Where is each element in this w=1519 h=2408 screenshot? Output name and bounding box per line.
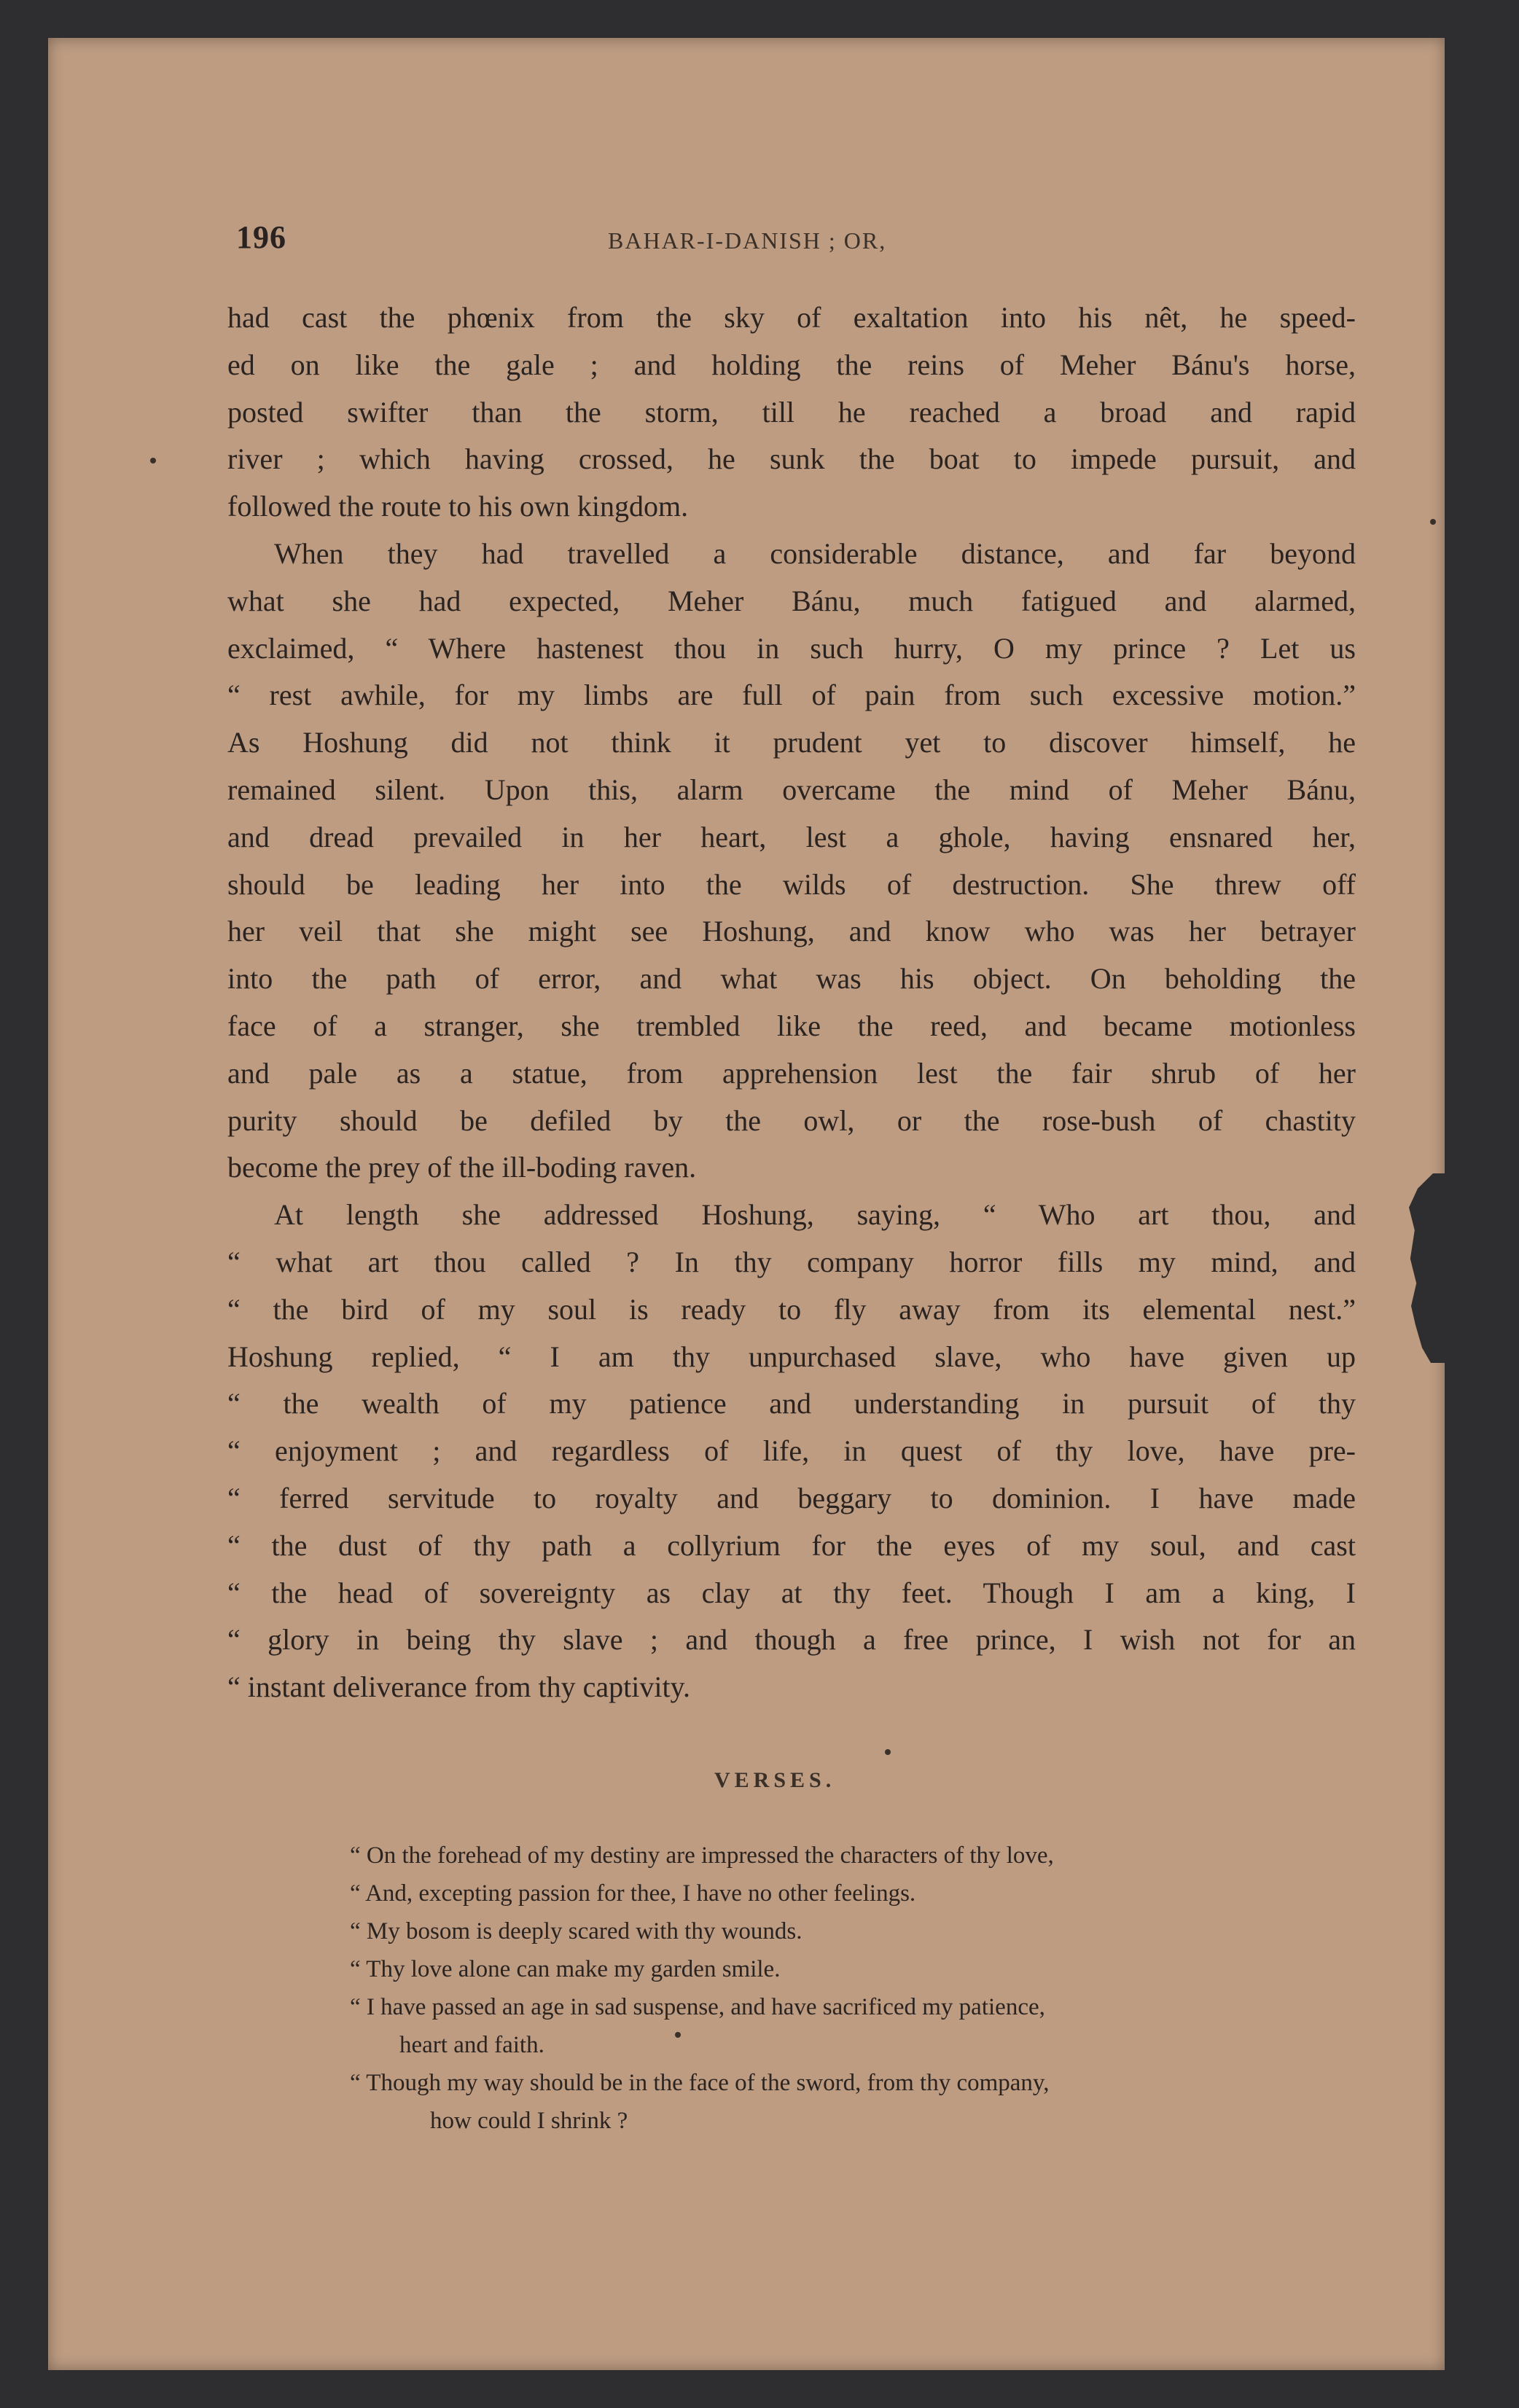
text-line: “ the head of sovereignty as clay at thy feet. Though I am a king, I bbox=[227, 1576, 1356, 1609]
text-line: “ the wealth of my patience and understanding in pursuit of thy bbox=[227, 1387, 1356, 1420]
verse-line: “ On the forehead of my destiny are impressed the characters of thy love, bbox=[350, 1842, 1054, 1869]
running-head-overlay bbox=[236, 219, 981, 262]
text-line: “ instant deliverance from thy captivity. bbox=[227, 1670, 690, 1704]
verse-line: “ Thy love alone can make my garden smile. bbox=[350, 1956, 781, 1982]
verse-line: how could I shrink ? bbox=[430, 2108, 628, 2134]
paper-speck bbox=[885, 1749, 891, 1755]
text-line: At length she addressed Hoshung, saying, “ Who art thou, and bbox=[274, 1198, 1356, 1232]
paper-speck bbox=[675, 2032, 681, 2038]
text-line: had cast the phœnix from the sky of exaltation into his nêt, he speed- bbox=[227, 301, 1356, 334]
verses-heading: VERSES. bbox=[714, 1768, 836, 1792]
text-line: followed the route to his own kingdom. bbox=[227, 490, 689, 523]
running-title-text: BAHAR-I-DANISH ; OR, bbox=[608, 227, 887, 254]
body-text bbox=[227, 294, 1356, 1711]
text-line: posted swifter than the storm, till he reached a broad and rapid bbox=[227, 395, 1356, 429]
text-line: become the prey of the ill-boding raven. bbox=[227, 1151, 697, 1184]
text-line: “ enjoyment ; and regardless of life, in quest of thy love, have pre- bbox=[227, 1434, 1356, 1468]
text-line: “ ferred servitude to royalty and beggary to dominion. I have made bbox=[227, 1481, 1356, 1514]
verses-block bbox=[350, 1837, 1356, 2140]
verse-line: “ My bosom is deeply scared with thy wounds. bbox=[350, 1918, 803, 1944]
text-line: “ the bird of my soul is ready to fly away from its elemental nest.” bbox=[227, 1292, 1356, 1326]
text-line: face of a stranger, she trembled like the reed, and became motionless bbox=[227, 1009, 1356, 1042]
verse-line: “ Though my way should be in the face of the sword, from thy company, bbox=[350, 2070, 1050, 2096]
text-line: into the path of error, and what was his object. On beholding the bbox=[227, 962, 1356, 996]
paper-speck bbox=[1430, 519, 1436, 525]
text-line: and pale as a statue, from apprehension lest the fair shrub of her bbox=[227, 1056, 1356, 1090]
text-line: “ glory in being thy slave ; and though a free prince, I wish not for an bbox=[227, 1623, 1356, 1657]
text-line: her veil that she might see Hoshung, and know who was her betrayer bbox=[227, 915, 1356, 948]
verse-line: “ And, excepting passion for thee, I have no other feelings. bbox=[350, 1880, 916, 1907]
text-line: remained silent. Upon this, alarm overcame the mind of Meher Bánu, bbox=[227, 773, 1356, 806]
verse-line: “ I have passed an age in sad suspense, and have sacrificed my patience, bbox=[350, 1994, 1045, 2020]
paper-speck bbox=[150, 458, 156, 464]
text-line: “ rest awhile, for my limbs are full of pain from such excessive motion.” bbox=[227, 679, 1356, 712]
text-line: When they had travelled a considerable distance, and far beyond bbox=[274, 536, 1356, 570]
text-line: Hoshung replied, “ I am thy unpurchased slave, who have given up bbox=[227, 1340, 1356, 1373]
verse-line: heart and faith. bbox=[399, 2032, 544, 2058]
text-line: and dread prevailed in her heart, lest a ghole, having ensnared her, bbox=[227, 820, 1356, 853]
text-line: should be leading her into the wilds of destruction. She threw off bbox=[227, 867, 1356, 901]
text-line: what she had expected, Meher Bánu, much fatigued and alarmed, bbox=[227, 584, 1356, 617]
text-line: “ the dust of thy path a collyrium for the eyes of my soul, and cast bbox=[227, 1528, 1356, 1562]
text-line: exclaimed, “ Where hastenest thou in such hurry, O my prince ? Let us bbox=[227, 631, 1356, 665]
text-line: ed on like the gale ; and holding the reins of Meher Bánu's horse, bbox=[227, 348, 1356, 381]
text-line: purity should be defiled by the owl, or the rose-bush of chastity bbox=[227, 1103, 1356, 1137]
text-line: river ; which having crossed, he sunk the boat to impede pursuit, and bbox=[227, 442, 1356, 476]
page-number-text: 196 bbox=[236, 219, 286, 255]
text-line: “ what art thou called ? In thy company horror fills my mind, and bbox=[227, 1245, 1356, 1278]
text-line: As Hoshung did not think it prudent yet to discover himself, he bbox=[227, 726, 1356, 759]
